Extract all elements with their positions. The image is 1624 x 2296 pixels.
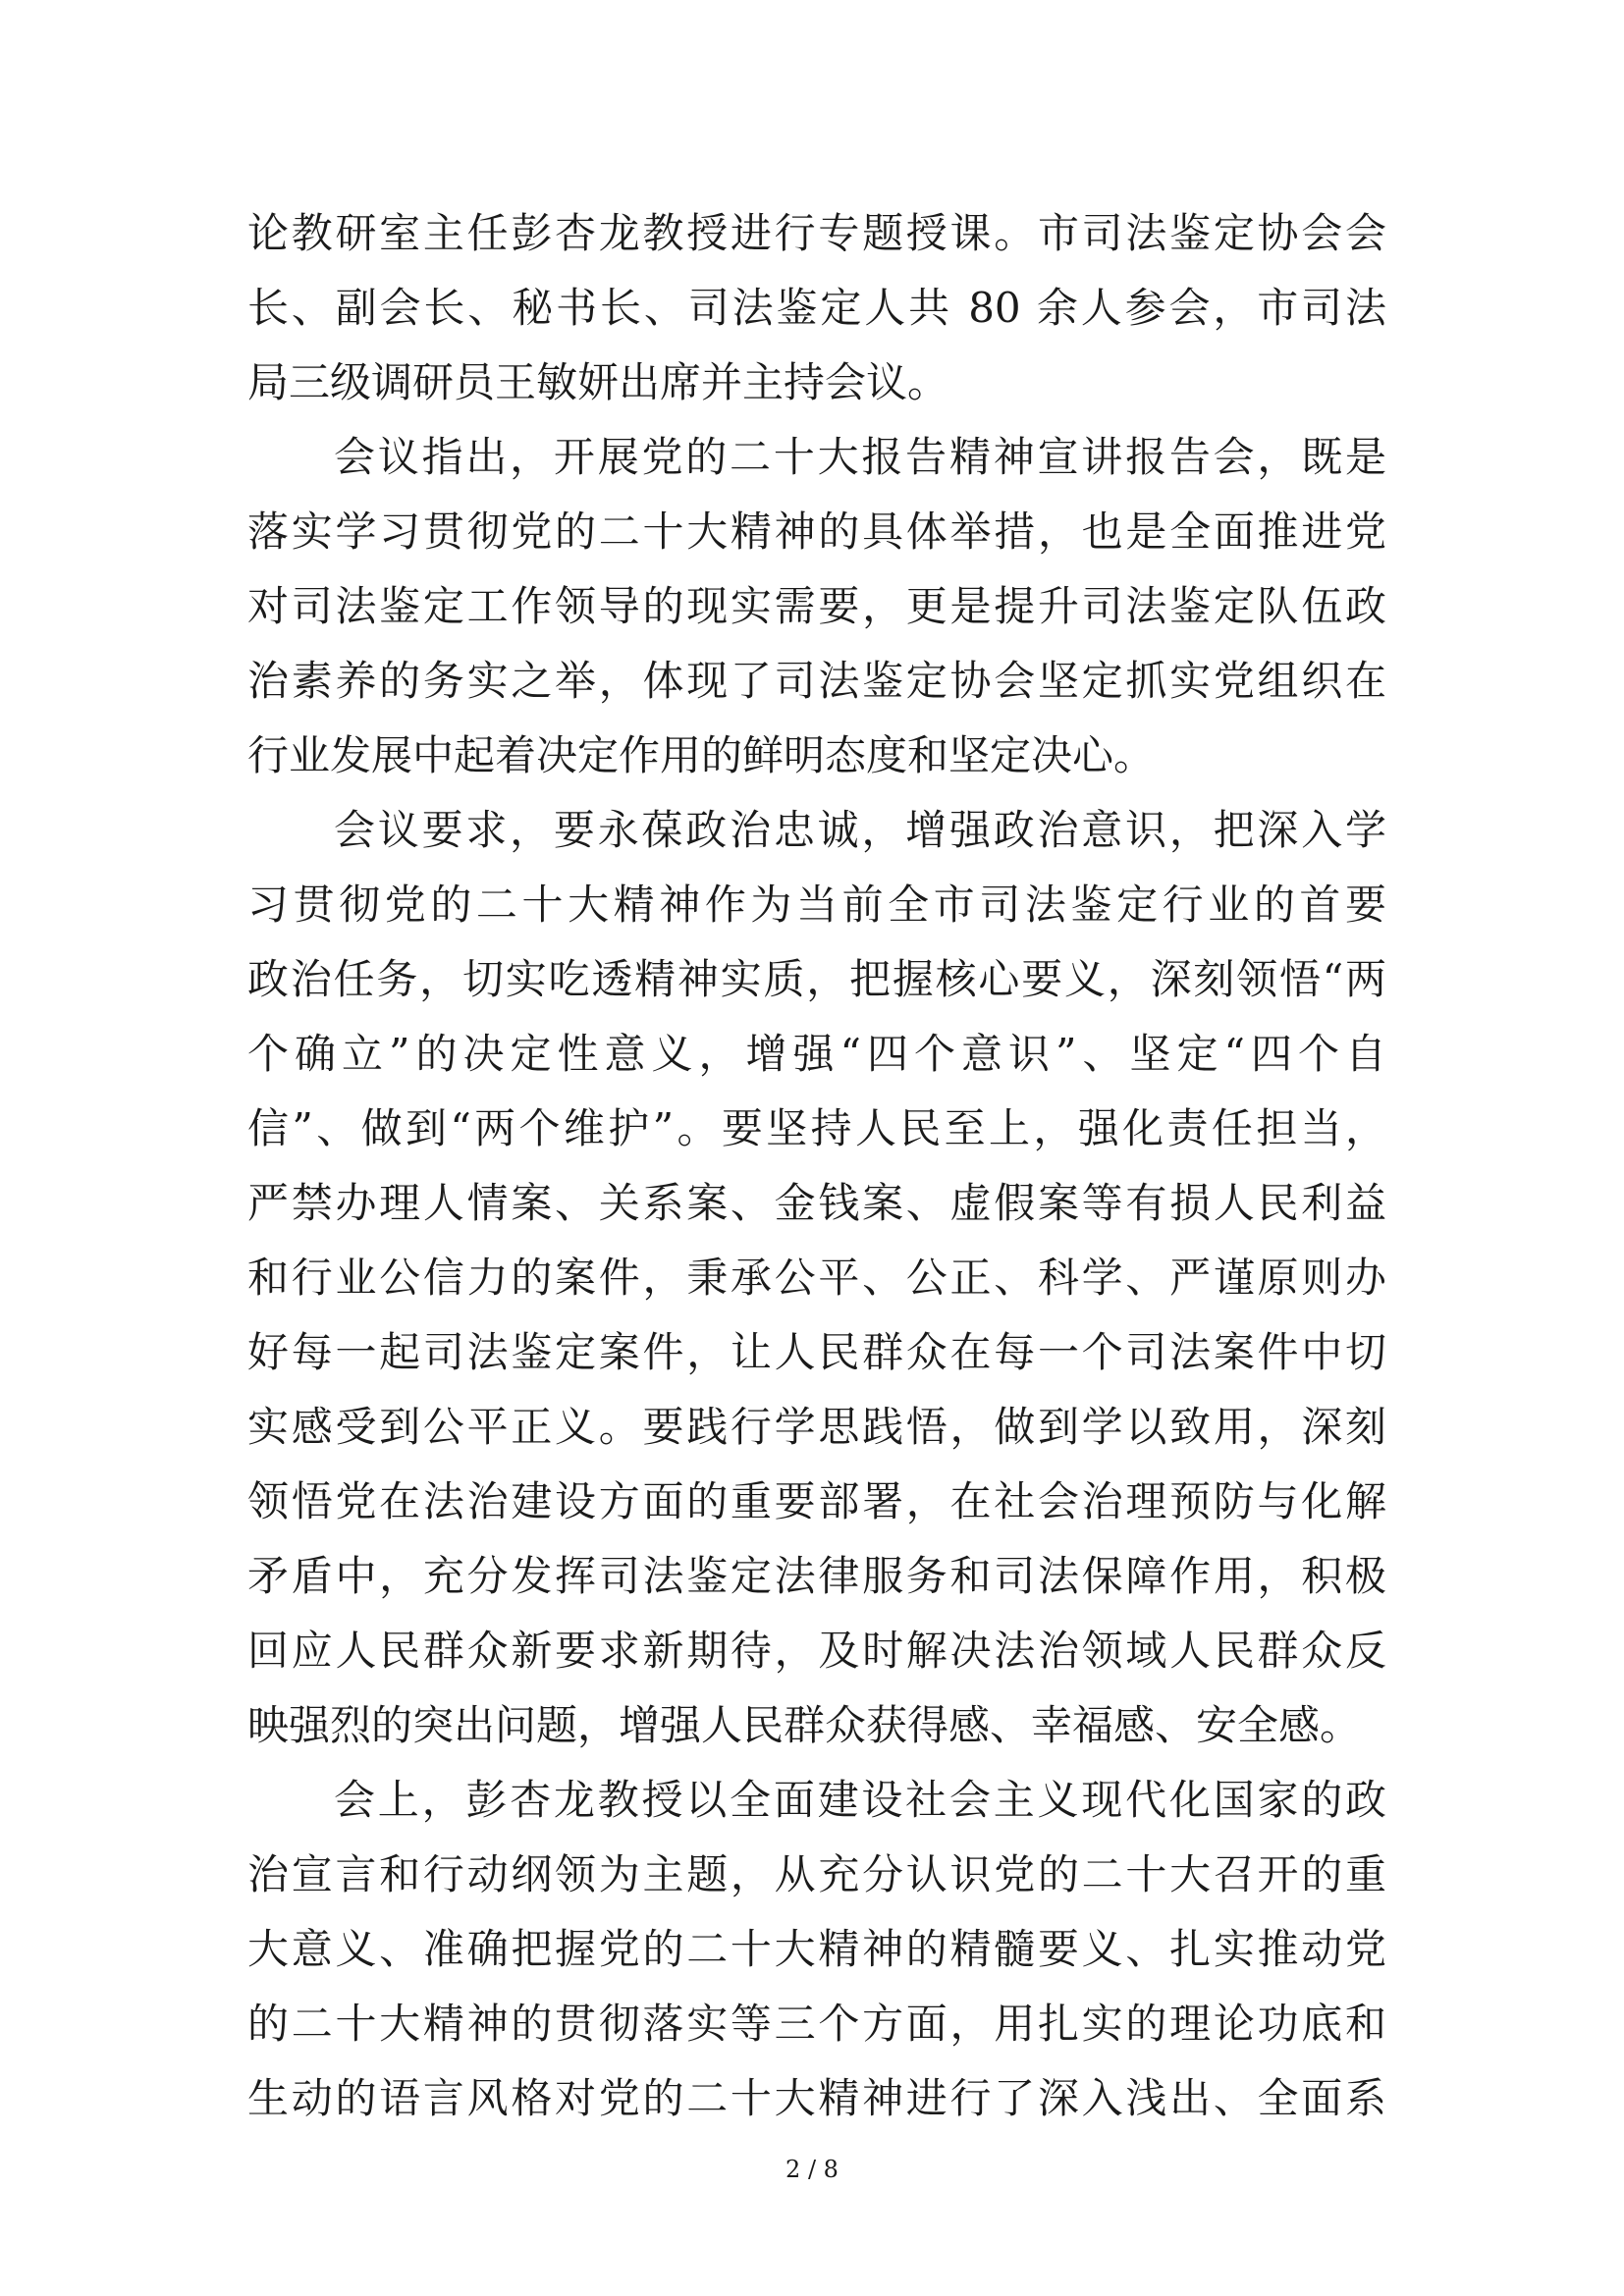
text-line: 回应人民群众新要求新期待，及时解决法治领域人民群众反 [247, 1627, 1386, 1675]
text-line: 会议要求，要永葆政治忠诚，增强政治意识，把深入学 [334, 806, 1386, 854]
text-line: 对司法鉴定工作领导的现实需要，更是提升司法鉴定队伍政 [247, 582, 1386, 630]
text-line: 治宣言和行动纲领为主题，从充分认识党的二十大召开的重 [247, 1850, 1386, 1898]
text-line: 严禁办理人情案、关系案、金钱案、虚假案等有损人民利益 [247, 1179, 1386, 1227]
text-line: 的二十大精神的贯彻落实等三个方面，用扎实的理论功底和 [247, 2000, 1386, 2048]
text-line: 大意义、准确把握党的二十大精神的精髓要义、扎实推动党 [247, 1925, 1386, 1973]
text-line: 和行业公信力的案件，秉承公平、公正、科学、严谨原则办 [247, 1254, 1386, 1302]
paragraph [247, 196, 1386, 420]
text-line: 生动的语言风格对党的二十大精神进行了深入浅出、全面系 [247, 2074, 1386, 2122]
text-line: 习贯彻党的二十大精神作为当前全市司法鉴定行业的首要 [247, 881, 1386, 929]
text-line: 矛盾中，充分发挥司法鉴定法律服务和司法保障作用，积极 [247, 1552, 1386, 1600]
paragraph [247, 793, 1386, 1763]
text-line: 局三级调研员王敏妍出席并主持会议。 [247, 358, 949, 406]
paragraph [247, 420, 1386, 793]
text-line: 领悟党在法治建设方面的重要部署，在社会治理预防与化解 [247, 1477, 1386, 1525]
text-line: 行业发展中起着决定作用的鲜明态度和坚定决心。 [247, 731, 1156, 779]
text-line: 个确立”的决定性意义，增强“四个意识”、坚定“四个自 [247, 1030, 1386, 1078]
text-line: 论教研室主任彭杏龙教授进行专题授课。市司法鉴定协会会 [247, 209, 1386, 257]
text-line: 落实学习贯彻党的二十大精神的具体举措，也是全面推进党 [247, 507, 1386, 556]
text-line: 政治任务，切实吃透精神实质，把握核心要义，深刻领悟“两 [247, 955, 1386, 1003]
paragraph [247, 1763, 1386, 2136]
text-line: 好每一起司法鉴定案件，让人民群众在每一个司法案件中切 [247, 1328, 1386, 1376]
text-line: 会议指出，开展党的二十大报告精神宣讲报告会，既是 [334, 433, 1386, 481]
text-line: 信”、做到“两个维护”。要坚持人民至上，强化责任担当， [247, 1104, 1386, 1152]
text-line: 治素养的务实之举，体现了司法鉴定协会坚定抓实党组织在 [247, 657, 1386, 705]
document-body [247, 196, 1386, 2136]
text-line: 实感受到公平正义。要践行学思践悟，做到学以致用，深刻 [247, 1403, 1386, 1451]
text-line: 映强烈的突出问题，增强人民群众获得感、幸福感、安全感。 [247, 1701, 1362, 1749]
text-line: 会上，彭杏龙教授以全面建设社会主义现代化国家的政 [334, 1776, 1386, 1824]
text-line: 长、副会长、秘书长、司法鉴定人共 80 余人参会，市司法 [247, 284, 1386, 332]
page-number: 2 / 8 [785, 2156, 839, 2183]
